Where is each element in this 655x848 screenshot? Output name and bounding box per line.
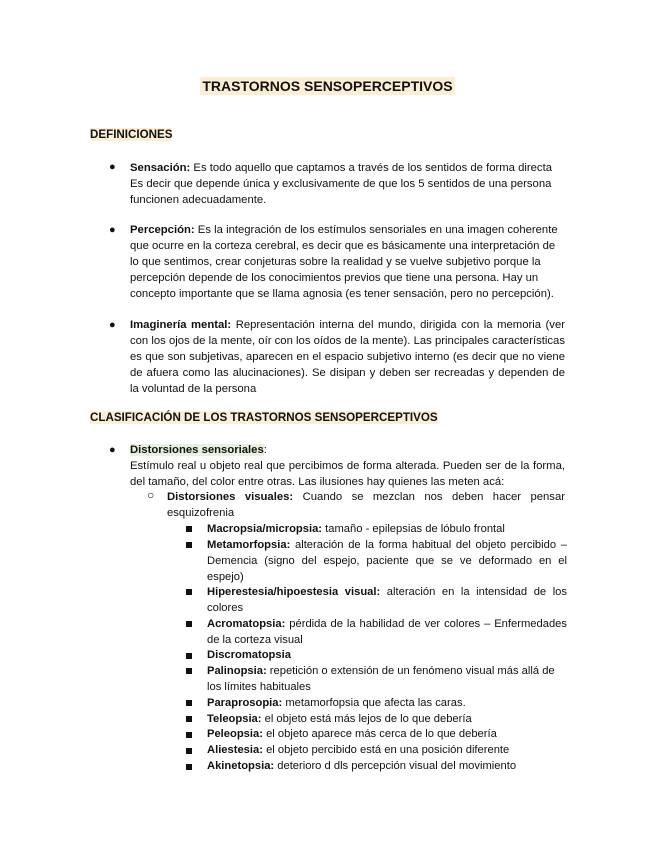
section-definiciones: DEFINICIONES <box>90 128 173 141</box>
square-bullet-icon <box>186 700 192 706</box>
item-palinopsia: Palinopsia: repetición o extensión de un fenómeno visual más allá de los límites habituales <box>207 665 555 693</box>
square-bullet-icon <box>186 526 192 532</box>
item-paraprosopia: Paraprosopia: metamorfopsia que afecta las caras. <box>207 697 466 709</box>
bullet-icon: ● <box>109 224 116 236</box>
square-bullet-icon <box>186 764 192 770</box>
definition-sensacion: Sensación: Es todo aquello que captamos a través de los sentidos de forma directa Es decir que depende única y exclusivamente de que los 5 sentidos de una persona funcionen adecuadamente. <box>130 162 552 206</box>
section-clasificacion: CLASIFICACIÓN DE LOS TRASTORNOS SENSOPERCEPTIVOS <box>90 411 438 424</box>
item-discromatopsia: Discromatopsia <box>207 649 291 661</box>
item-teleopsia: Teleopsia: el objeto está más lejos de lo que debería <box>207 713 472 725</box>
bullet-icon: ● <box>109 161 116 173</box>
distorsiones-description: Estímulo real u objeto real que percibimos de forma alterada. Pueden ser de la forma, del tamaño, del color entre otras. Las ilusiones hay quienes las meten acá: <box>130 460 565 488</box>
square-bullet-icon <box>186 732 192 738</box>
distorsiones-heading: Distorsiones sensoriales: <box>130 444 267 456</box>
item-peleopsia: Peleopsia: el objeto aparece más cerca de lo que debería <box>207 728 497 740</box>
bullet-icon: ● <box>109 319 116 331</box>
item-akinetopsia: Akinetopsia: deterioro d dls percepción visual del movimiento <box>207 760 517 772</box>
item-metamorfopsia: Metamorfopsia: alteración de la forma habitual del objeto percibido – Demencia (signo del espejo, paciente que se ve deformado en el espejo) <box>207 539 567 583</box>
square-bullet-icon <box>186 653 192 659</box>
distorsiones-visuales: Distorsiones visuales: Cuando se mezclan nos deben hacer pensar esquizofrenia <box>167 491 566 519</box>
circle-bullet-icon: ○ <box>147 488 155 502</box>
square-bullet-icon <box>186 542 192 548</box>
bullet-icon: ● <box>109 444 116 456</box>
square-bullet-icon <box>186 716 192 722</box>
square-bullet-icon <box>186 748 192 754</box>
square-bullet-icon <box>186 668 192 674</box>
item-aliestesia: Aliestesia: el objeto percibido está en una posición diferente <box>207 744 510 756</box>
definition-percepcion: Percepción: Es la integración de los estímulos sensoriales en una imagen coherente que ocurre en la corteza cerebral, es decir que es básicamente una interpretación de lo que sentimos, crear conjeturas sobre la realidad y se vuelve subjetivo porque la percepción depende de los conocimientos previos que tiene una persona. Hay un concepto importante que se llama agnosia (es tener sensación, pero no percepción). <box>130 224 558 300</box>
definition-imagineria: Imaginería mental: Representación interna del mundo, dirigida con la memoria (ver con los ojos de la mente, oír con los oídos de la mente). Las principales características es que son subjetivas, aparecen en el espacio subjetivo interno (es decir que no viene de afuera como las alucinaciones). Se disipan y deben ser recreadas y dependen de la voluntad de la persona <box>130 319 565 395</box>
page-title: TRASTORNOS SENSOPERCEPTIVOS <box>202 78 453 94</box>
item-hiperestesia: Hiperestesia/hipoestesia visual: alteración en la intensidad de los colores <box>207 586 567 614</box>
square-bullet-icon <box>186 589 192 595</box>
item-macropsia: Macropsia/micropsia: tamaño - epilepsias de lóbulo frontal <box>207 523 505 535</box>
item-acromatopsia: Acromatopsia: pérdida de la habilidad de ver colores – Enfermedades de la corteza visual <box>207 618 567 646</box>
square-bullet-icon <box>186 621 192 627</box>
